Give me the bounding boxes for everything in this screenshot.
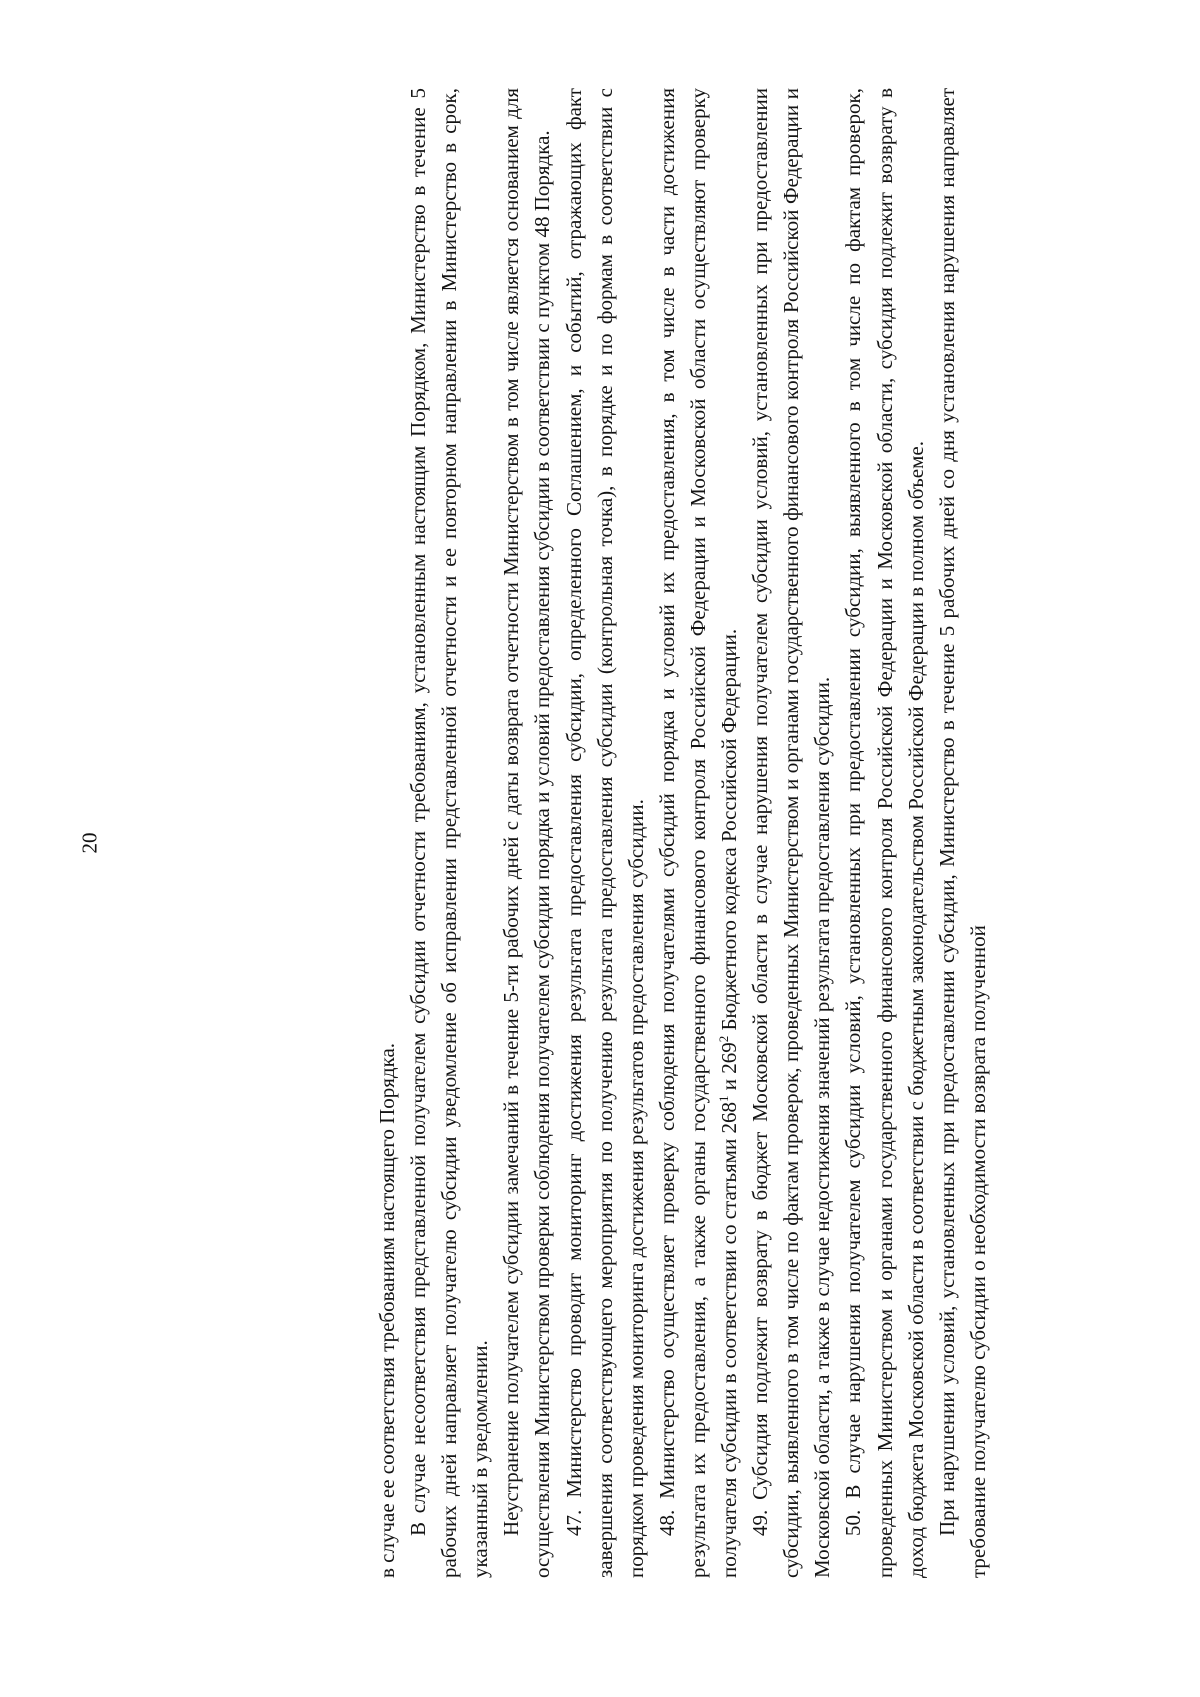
document-body	[372, 88, 994, 1578]
paragraph-1: в случае ее соответствия требованиям настоящего Порядка.	[375, 1042, 400, 1578]
paragraph-47: 47. Министерство проводит мониторинг достижения результата предоставления субсидии, определенного Соглашением, и событий, отражающих факт завершения соответствующего мероприятия по получению результата предоставления субсидии (контрольная точка), в порядке и по формам в соответствии с порядком проведения мониторинга достижения результатов предоставления субсидии.	[561, 88, 648, 1578]
paragraph-3: Неустранение получателем субсидии замечаний в течение 5-ти рабочих дней с даты возврата отчетности Министерством в том числе является основанием для осуществления Министерством проверки соблюдения получателем субсидии порядка и условий предоставления субсидии в соответствии с пунктом 48 Порядка.	[499, 88, 555, 1578]
paragraph-48-text-c: Бюджетного кодекса Российской Федерации.	[717, 628, 742, 1036]
paragraph-2: В случае несоответствия представленной получателем субсидии отчетности требованиям, установленным настоящим Порядком, Министерство в течение 5 рабочих дней направляет получателю субсидии уведомление об исправлении представленной отчетности и ее повторном направлении в Министерство в срок, указанный в уведомлении.	[406, 88, 493, 1578]
paragraph-48-text-a: 48. Министерство осуществляет проверку соблюдения получателями субсидий порядка и условий их предоставления, в том числе в части достижения результата их предоставления, а также органы государственного финансового контроля Российской Федерации и Московской области осуществляют проверку получателя субсидии в соответствии со статьями 268	[654, 88, 742, 1578]
paragraph-49: 49. Субсидия подлежит возврату в бюджет Московской области в случае нарушения получателем субсидии условий, установленных при предоставлении субсидии, выявленного в том числе по фактам проверок, проведенных Министерством и органами государственного финансового контроля Российской Федерации и Московской области, а также в случае недостижения значений результата предоставления субсидии.	[748, 88, 835, 1578]
paragraph-48-text-b: и 269	[717, 1042, 742, 1096]
paragraph-final: При нарушении условий, установленных при предоставлении субсидии, Министерство в течение 5 рабочих дней со дня установления нарушения направляет требование получателю субсидии о необходимости возврата полученной	[934, 88, 990, 1578]
page-number: 20	[77, 832, 102, 854]
superscript-1: 1	[716, 1095, 732, 1103]
paragraph-48	[652, 88, 745, 1578]
paragraph-50: 50. В случае нарушения получателем субсидии условий, установленных при предоставлении субсидии, выявленного в том числе по фактам проверок, проведенных Министерством и органами государственного финансового контроля Российской Федерации и Московской области, субсидия подлежит возврату в доход бюджета Московской области в соответствии с бюджетным законодательством Российской Федерации в полном объеме.	[841, 88, 928, 1578]
superscript-2: 2	[716, 1035, 732, 1043]
